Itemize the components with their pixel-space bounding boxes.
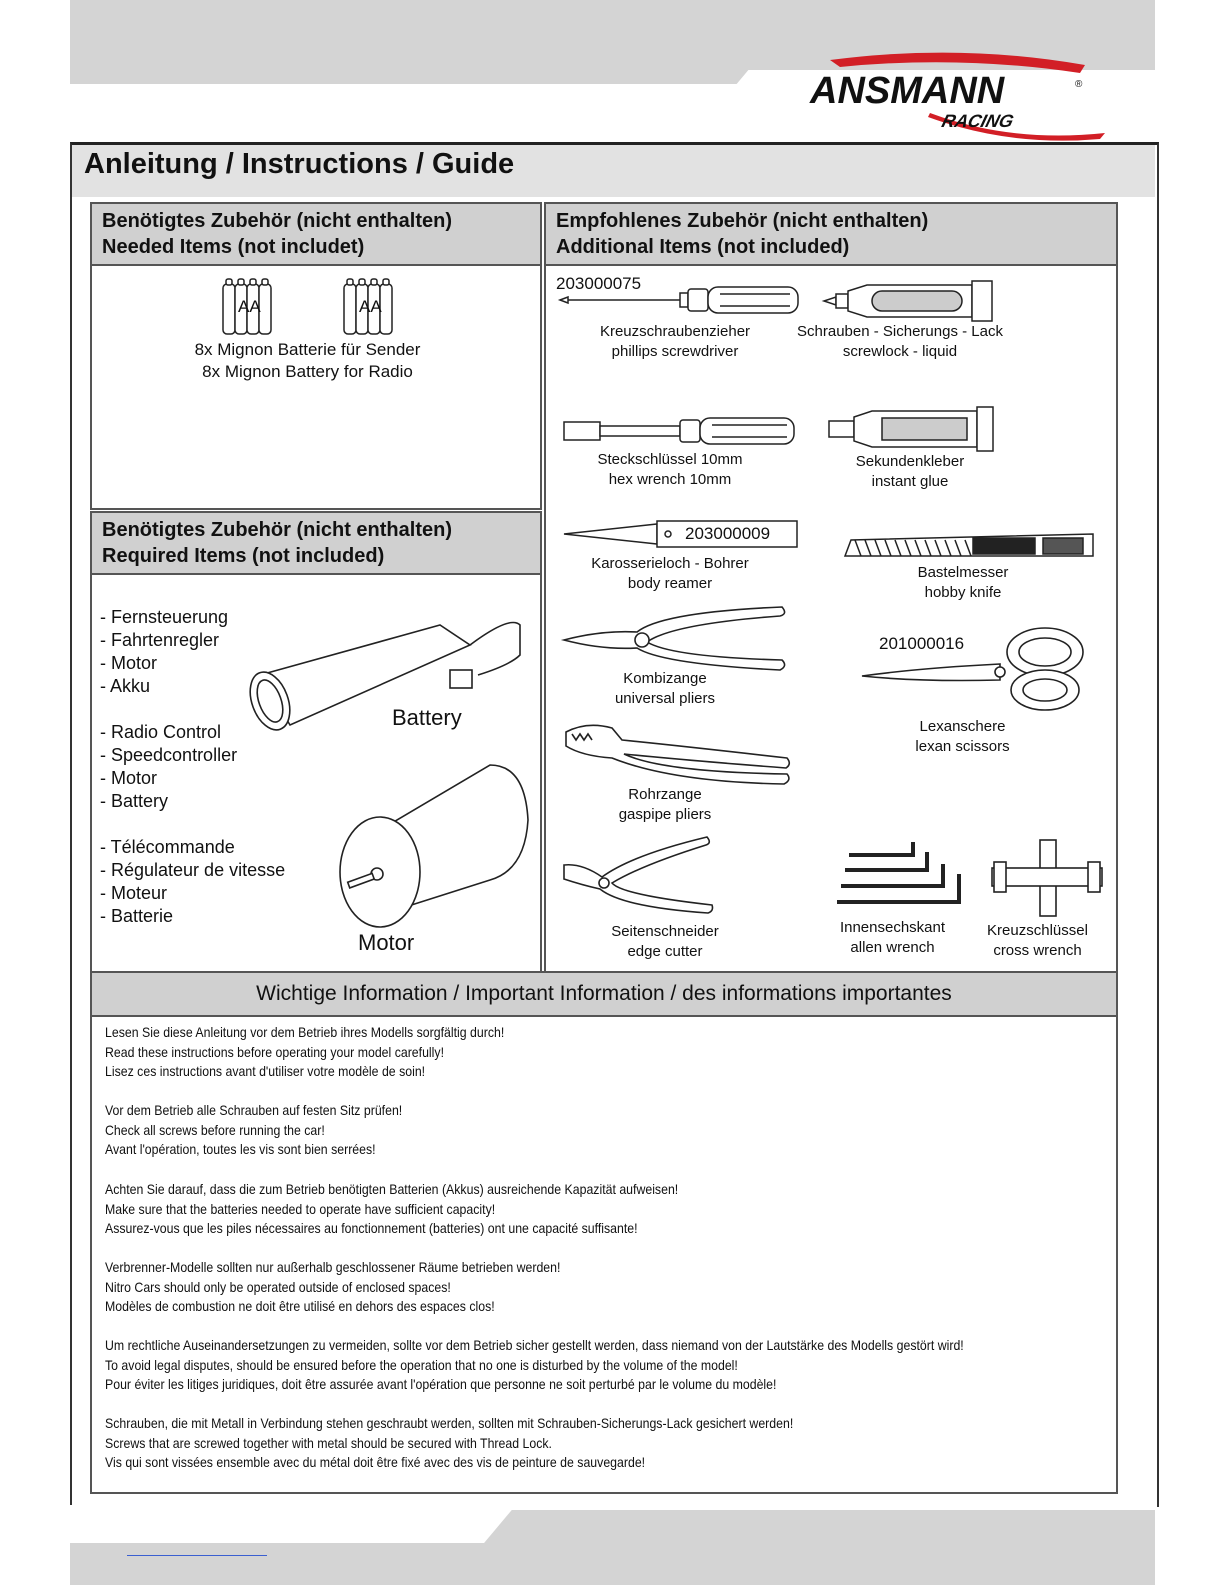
caption-en: hobby knife <box>924 584 1002 601</box>
caption-body-reamer <box>560 554 780 594</box>
caption-en: allen wrench <box>850 939 935 956</box>
needed-caption-en: 8x Mignon Battery for Radio <box>202 362 413 381</box>
edge-cutter-icon <box>562 835 717 920</box>
info-line: Lesen Sie diese Anleitung vor dem Betrieb ihres Modells sorgfältig durch! <box>105 1024 505 1040</box>
gaspipe-pliers-icon <box>562 716 794 786</box>
footer-cut <box>14 1505 516 1543</box>
motor-label: Motor <box>358 930 415 955</box>
required-list-en <box>100 721 237 813</box>
info-block-4 <box>105 1258 560 1317</box>
info-block-5 <box>105 1336 964 1395</box>
caption-de: Steckschlüssel 10mm <box>597 451 743 468</box>
needed-items-header <box>92 204 540 266</box>
needed-title-de: Benötigtes Zubehör (nicht enthalten) <box>102 210 452 232</box>
caption-en: screwlock - liquid <box>842 343 958 360</box>
required-list-fr <box>100 836 285 928</box>
caption-cross-wrench <box>975 921 1100 961</box>
caption-en: edge cutter <box>627 943 703 960</box>
info-block-2 <box>105 1101 402 1160</box>
required-title-en: Required Items (not included) <box>102 545 385 567</box>
brand-logo <box>810 55 1100 140</box>
info-line: Screws that are screwed together with metal should be secured with Thread Lock. <box>105 1434 552 1451</box>
page-title: Anleitung / Instructions / Guide <box>84 148 515 180</box>
caption-en: cross wrench <box>993 942 1082 959</box>
info-line: To avoid legal disputes, should be ensured before the operation that no one is disturbed by the volume of the model! <box>105 1356 738 1373</box>
info-line: Check all screws before running the car! <box>105 1121 325 1138</box>
info-line: Achten Sie darauf, dass die zum Betrieb benötigten Batterien (Akkus) ausreichende Kapazität aufweisen! <box>105 1181 679 1197</box>
required-title-de: Benötigtes Zubehör (nicht enthalten) <box>102 519 452 541</box>
code-lexan-scissors: 201000016 <box>879 634 965 653</box>
caption-en: phillips screwdriver <box>611 343 739 360</box>
info-line: Modèles de combustion ne doit être utilisé en dehors des espaces clos! <box>105 1298 495 1314</box>
list-item: - Télécommande <box>100 837 235 857</box>
caption-hobby-knife <box>883 563 1043 603</box>
info-block-6 <box>105 1414 793 1473</box>
aa-label-right: AA <box>359 297 382 316</box>
caption-de: Kombizange <box>623 670 707 687</box>
caption-en: hex wrench 10mm <box>608 471 732 488</box>
list-item: - Battery <box>100 791 169 811</box>
battery-label: Battery <box>392 705 462 730</box>
info-line: Pour éviter les litiges juridiques, doit être assurée avant l'opération que personne ne soit perturbé par le volume du modèle! <box>105 1376 777 1392</box>
info-block-3 <box>105 1180 678 1239</box>
info-line: Schrauben, die mit Metall in Verbindung stehen geschraubt werden, sollten mit Schrauben-Sicherungs-Lack gesichert werden! <box>105 1415 794 1431</box>
caption-de: Kreuzschlüssel <box>987 922 1088 939</box>
battery-pack-illustration <box>240 605 530 740</box>
list-item: - Moteur <box>100 883 168 903</box>
logo-registered: ® <box>1075 79 1083 90</box>
needed-caption <box>140 339 475 383</box>
needed-caption-de: 8x Mignon Batterie für Sender <box>194 340 421 359</box>
hex-wrench-icon <box>562 416 802 446</box>
caption-de: Kreuzschraubenzieher <box>599 323 751 340</box>
allen-wrench-icon <box>835 840 970 915</box>
instant-glue-icon <box>827 405 997 453</box>
lexan-scissors-icon <box>860 624 1088 714</box>
caption-edge-cutter <box>580 922 750 962</box>
list-item: - Akku <box>100 676 151 696</box>
aa-batteries-illustration <box>220 276 420 338</box>
screwlock-tube-icon <box>822 279 997 321</box>
motor-illustration <box>340 760 540 930</box>
list-item: - Motor <box>100 768 158 788</box>
list-item: - Régulateur de vitesse <box>100 860 286 880</box>
info-line: Assurez-vous que les piles nécessaires au fonctionnement (batteries) ont une capacité suffisante! <box>105 1220 638 1236</box>
caption-de: Bastelmesser <box>917 564 1009 581</box>
caption-de: Innensechskant <box>839 919 946 936</box>
caption-hex-wrench <box>560 450 780 490</box>
info-line: Verbrenner-Modelle sollten nur außerhalb geschlossener Räume betrieben werden! <box>105 1259 561 1275</box>
list-item: - Batterie <box>100 906 174 926</box>
additional-title-de: Empfohlenes Zubehör (nicht enthalten) <box>556 210 929 232</box>
needed-title-en: Needed Items (not includet) <box>102 236 365 258</box>
cross-wrench-icon <box>990 838 1105 918</box>
screwdriver-icon <box>560 285 805 315</box>
list-item: - Radio Control <box>100 722 222 742</box>
caption-allen-wrench <box>825 918 960 958</box>
code-screwdriver: 203000075 <box>556 274 642 293</box>
info-line: Um rechtliche Auseinandersetzungen zu vermeiden, sollte vor dem Betrieb sicher gestellt werden, dass niemand von der Lautstärke des Modells gestört wird! <box>105 1337 964 1353</box>
info-line: Avant l'opération, toutes les vis sont bien serrées! <box>105 1141 376 1157</box>
caption-en: instant glue <box>871 473 949 490</box>
logo-name: ANSMANN <box>810 70 1005 112</box>
caption-en: gaspipe pliers <box>618 806 712 823</box>
caption-de: Seitenschneider <box>611 923 719 940</box>
caption-en: lexan scissors <box>915 738 1010 755</box>
caption-de: Lexanschere <box>919 718 1006 735</box>
info-line: Vor dem Betrieb alle Schrauben auf festen Sitz prüfen! <box>105 1102 403 1118</box>
info-line: Lisez ces instructions avant d'utiliser votre modèle de soin! <box>105 1063 426 1079</box>
important-info-heading: Wichtige Information / Important Information / des informations importantes <box>92 973 1116 1017</box>
additional-items-header <box>546 204 1116 266</box>
list-item: - Fernsteuerung <box>100 607 229 627</box>
caption-screwdriver <box>560 322 790 362</box>
caption-universal-pliers <box>580 669 750 709</box>
list-item: - Fahrtenregler <box>100 630 220 650</box>
info-line: Make sure that the batteries needed to operate have sufficient capacity! <box>105 1200 496 1217</box>
caption-de: Schrauben - Sicherungs - Lack <box>797 323 1003 340</box>
aa-label-left: AA <box>238 297 261 316</box>
info-line: Read these instructions before operating your model carefully! <box>105 1043 444 1060</box>
caption-gaspipe-pliers <box>580 785 750 825</box>
info-block-1 <box>105 1023 504 1082</box>
universal-pliers-icon <box>562 602 792 672</box>
additional-title-en: Additional Items (not included) <box>556 236 850 258</box>
caption-de: Karosserieloch - Bohrer <box>591 555 749 572</box>
hobby-knife-icon <box>843 530 1098 560</box>
list-item: - Speedcontroller <box>100 745 238 765</box>
info-line: Nitro Cars should only be operated outside of enclosed spaces! <box>105 1278 451 1295</box>
caption-de: Sekundenkleber <box>855 453 965 470</box>
list-item: - Motor <box>100 653 158 673</box>
footer-link-underline <box>127 1555 267 1556</box>
caption-en: universal pliers <box>614 690 716 707</box>
caption-instant-glue <box>830 452 990 492</box>
caption-lexan-scissors <box>880 717 1045 757</box>
logo-sub: RACING <box>939 110 1017 131</box>
required-list-de <box>100 606 228 698</box>
caption-en: body reamer <box>627 575 713 592</box>
logo-swoosh <box>810 55 1100 140</box>
code-body-reamer: 203000009 <box>685 524 771 543</box>
info-line: Vis qui sont vissées ensemble avec du métal doit être fixé avec des vis de peinture de sauvegarde! <box>105 1454 646 1470</box>
required-items-header <box>92 513 540 575</box>
caption-de: Rohrzange <box>628 786 702 803</box>
caption-screwlock <box>780 322 1020 362</box>
